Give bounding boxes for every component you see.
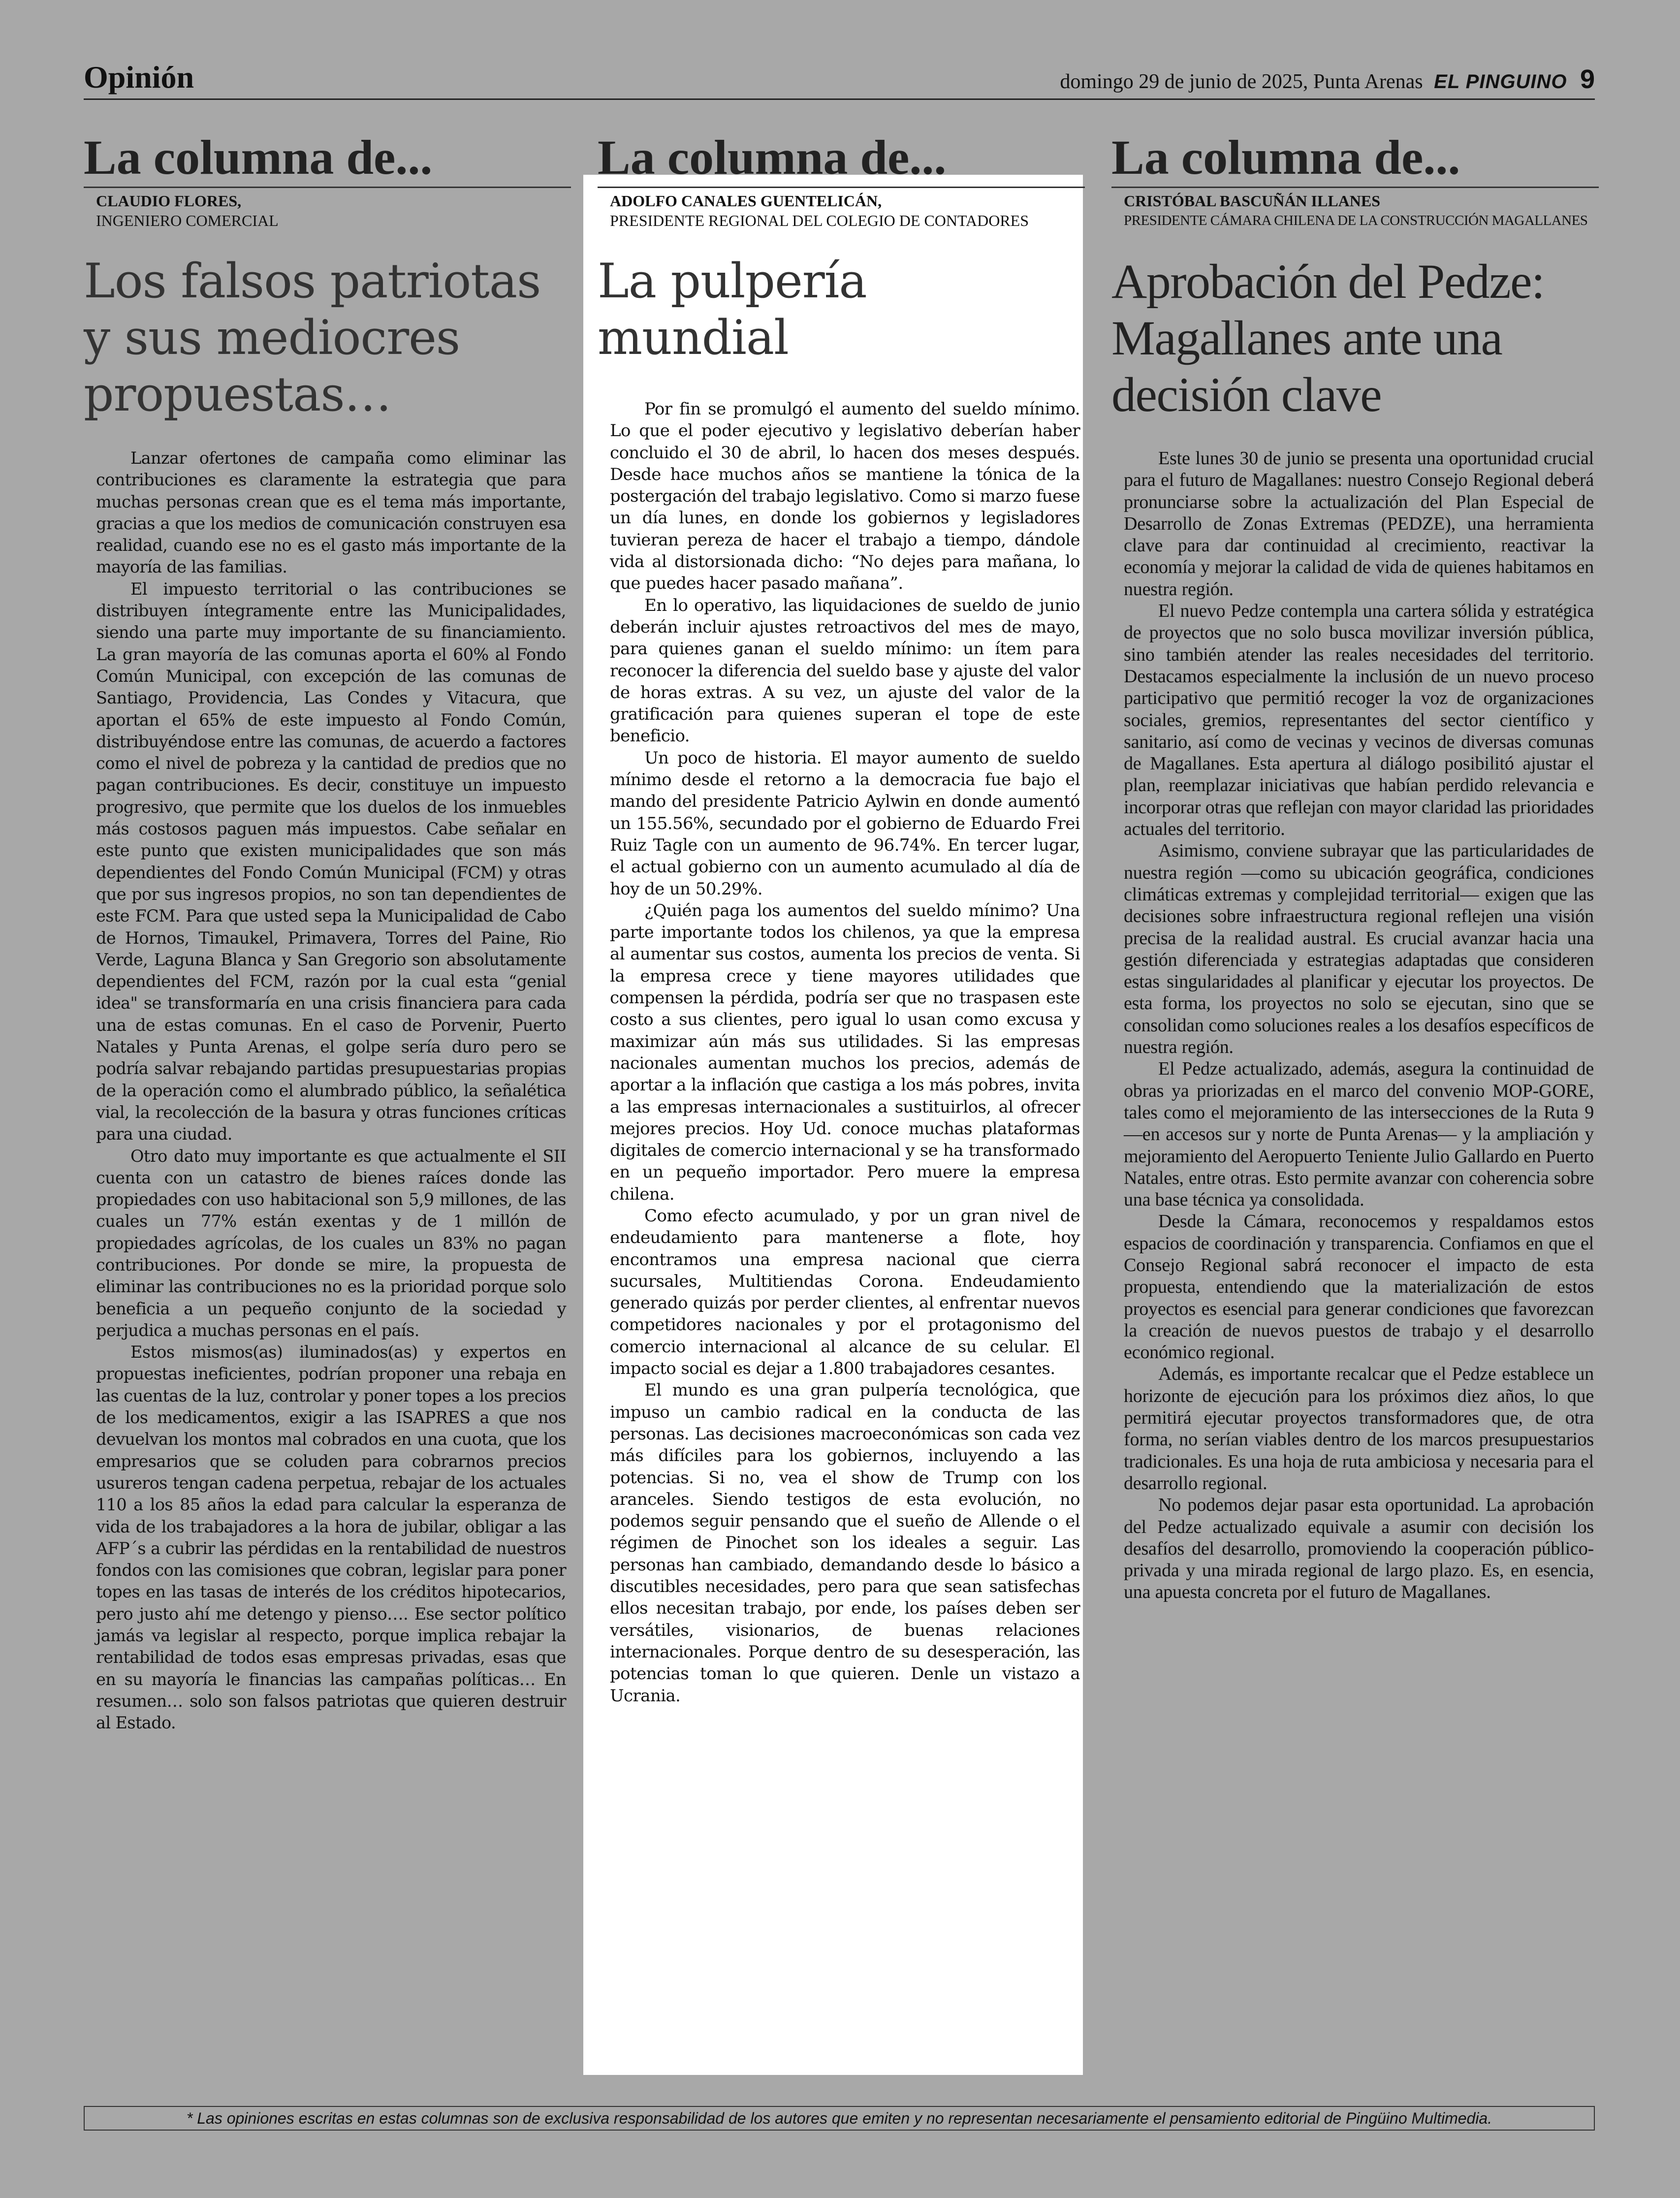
author-name: CRISTÓBAL BASCUÑÁN ILLANES — [1124, 192, 1381, 210]
paragraph: El impuesto territorial o las contribuciones se distribuyen íntegramente entre las Municipalidades, siendo una parte muy importante de su financiamiento. La gran mayoría de las comunas aporta el 60% al Fondo Común Municipal, con excepción de las comunas de Santiago, Providencia, Las Condes y Vitacura, que aportan el 65% de este impuesto al Fondo Común, distribuyéndose entre las comunas, de acuerdo a factores como el nivel de pobreza y la cantidad de predios que no pagan contribuciones. Es decir, constituye un impuesto progresivo, que permite que los duelos de los inmuebles más costosos paguen más impuestos. Cabe señalar en este punto que existen municipalidades que son más dependientes del Fondo Común Municipal (FCM) y otras que por sus ingresos propios, no son tan dependientes de este FCM. Para que usted sepa la Municipalidad de Cabo de Hornos, Timaukel, Primavera, Torres del Paine, Rio Verde, Laguna Blanca y San Gregorio son absolutamente dependientes del FCM, razón por la cual esta “genial idea" se transformaría en una crisis financiera para cada una de estas comunas. En el caso de Porvenir, Puerto Natales y Punta Arenas, el golpe sería duro pero se podría salvar rebajando partidas presupuestarias propias de la operación como el alumbrado público, la señalética vial, la recolección de la basura y otras funciones críticas para una ciudad. — [96, 579, 566, 1144]
paragraph: Otro dato muy importante es que actualmente el SII cuenta con un catastro de bienes raíces donde las propiedades con uso habitacional son 5,9 millones, de las cuales un 77% están exentas y de 1 millón de propiedades agrícolas, de los cuales un 83% no pagan contribuciones. Por donde se mire, la propuesta de eliminar las contribuciones no es la prioridad porque solo beneficia a un pequeño conjunto de la sociedad y perjudica a muchas personas en el país. — [96, 1146, 566, 1340]
paragraph: Por fin se promulgó el aumento del sueldo mínimo. Lo que el poder ejecutivo y legislativo deberían haber concluido el 30 de abril, lo hacen dos meses después. Desde hace muchos años se mantiene la tónica de la postergación del trabajo legislativo. Como si marzo fuese un día lunes, en donde los gobiernos y legisladores tuvieran pereza de hacer el trabajo a tiempo, dándole vida al distorsionada dicho: “No dejes para mañana, lo que puedes hacer pasado mañana”. — [610, 399, 1080, 594]
paragraph: Estos mismos(as) iluminados(as) y expertos en propuestas ineficientes, podrían proponer una rebaja en las cuentas de la luz, controlar y poner topes a los precios de los medicamentos, exigir a las ISAPRES a que nos devuelvan los montos mal cobrados en una cuota, que los empresarios que se coluden para cobrarnos precios usureros tengan cadena perpetua, rebajar de los actuales 110 a los 85 años la edad para calcular la esperanza de vida de los trabajadores a la hora de jubilar, obligar a las AFP´s a cubrir las pérdidas en la rentabilidad de nuestros fondos con las comisiones que cobran, legislar para poner topes en las tasas de interés de los créditos hipotecarios, pero justo ahí me detengo y pienso…. Ese sector político jamás va legislar al respecto, porque implica rebajar la rentabilidad de todos esas empresas privadas, esas que en su mayoría le financias las campañas políticas… En resumen… solo son falsos patriotas que quieren destruir al Estado. — [96, 1342, 566, 1733]
paragraph: Un poco de historia. El mayor aumento de sueldo mínimo desde el retorno a la democracia fue bajo el mando del presidente Patricio Aylwin en donde aumentó un 155.56%, secundado por el gobierno de Eduardo Frei Ruiz Tagle con un aumento de 96.74%. En tercer lugar, el actual gobierno con un aumento acumulado al día de hoy de un 50.29%. — [610, 748, 1080, 899]
paragraph: En lo operativo, las liquidaciones de sueldo de junio deberán incluir ajustes retroactivos del mes de mayo, para quienes ganan el sueldo mínimo: un ítem para reconocer la diferencia del sueldo base y ajuste del valor de horas extras. A su vez, un ajuste del valor de la gratificación para quienes superan el tope de este beneficio. — [610, 595, 1080, 746]
article-title: La pulpería mundial — [598, 254, 867, 365]
paragraph: Desde la Cámara, reconocemos y respaldamos estos espacios de coordinación y transparencia. Confiamos en que el Consejo Regional sabrá reconocer el impacto de esta propuesta, entendiendo que la materialización de estos proyectos es esencial para generar condiciones que favorezcan la creación de nuevos puestos de trabajo y el desarrollo económico regional. — [1124, 1211, 1594, 1363]
paragraph: El mundo es una gran pulpería tecnológica, que impuso un cambio radical en la conducta de las personas. Las decisiones macroeconómicas son cada vez más difíciles para los gobiernos, incluyendo a las potencias. Si no, vea el show de Trump con los aranceles. Siendo testigos de esta evolución, no podemos seguir pensando que el sueño de Allende o el régimen de Pinochet son los ideales a seguir. Las personas han cambiado, demandando desde lo básico a discutibles necesidades, pero para que sean satisfechas ellos necesitan trabajo, por ende, los países deben ser versátiles, visionarios, de buenas relaciones internacionales. Porque dentro de su desesperación, las potencias toman lo que quieren. Denle un vistazo a Ucrania. — [610, 1380, 1080, 1706]
page-number: 9 — [1580, 64, 1595, 94]
article-body — [598, 398, 1085, 1707]
column-flores — [84, 130, 571, 1734]
author-name: CLAUDIO FLORES, — [96, 192, 242, 210]
article-title: Aprobación del Pedze: Magallanes ante una decisión clave — [1111, 254, 1545, 422]
paragraph: Este lunes 30 de junio se presenta una oportunidad crucial para el futuro de Magallanes: nuestro Consejo Regional deberá pronunciarse sobre la actualización del Plan Especial de Desarrollo de Zonas Extremas (PEDZE), una herramienta clave para dar continuidad al crecimiento, reactivar la economía y mejorar la calidad de vida de quienes habitamos en nuestra región. — [1124, 448, 1594, 600]
column-canales — [598, 130, 1085, 1707]
byline — [598, 191, 1085, 230]
paragraph: Asimismo, conviene subrayar que las particularidades de nuestra región —como su ubicación geográfica, condiciones climáticas extremas y complejidad territorial— exigen que las decisiones sobre infraestructura regional reflejen una visión precisa de la realidad austral. Es crucial avanzar hacia una gestión diferenciada y estrategias adaptadas que consideren estas singularidades al planificar y ejecutar los proyectos. De esta forma, los proyectos no solo se ejecutan, sino que se consolidan como soluciones reales a los desafíos específicos de nuestra región. — [1124, 840, 1594, 1058]
author-name: ADOLFO CANALES GUENTELICÁN, — [610, 192, 882, 210]
article-title: Los falsos patriotas y sus mediocres propuestas… — [84, 254, 541, 422]
paragraph: El Pedze actualizado, además, asegura la continuidad de obras ya priorizadas en el marco del convenio MOP-GORE, tales como el mejoramiento de las intersecciones de la Ruta 9 —en accesos sur y norte de Punta Arenas— y la ampliación y mejoramiento del Aeropuerto Teniente Julio Gallardo en Puerto Natales, entre otras. Esto permite avanzar con coherencia sobre una base técnica ya consolidada. — [1124, 1058, 1594, 1210]
page-header — [84, 62, 1595, 100]
disclaimer-box: * Las opiniones escritas en estas columnas son de exclusiva responsabilidad de los autores que emiten y no representan necesariamente el pensamiento editorial de Pingüino Multimedia. — [84, 2106, 1595, 2131]
column-kicker: La columna de... — [598, 130, 1085, 188]
byline — [84, 191, 571, 230]
paragraph: El nuevo Pedze contempla una cartera sólida y estratégica de proyectos que no solo busca movilizar inversión pública, sino también atender las reales necesidades del territorio. Destacamos especialmente la inclusión de un nuevo proceso participativo que permitió recoger la voz de organizaciones sociales, gremios, representantes del sector científico y sanitario, así como de vecinas y vecinos de diversas comunas de Magallanes. Esta apertura al diálogo posibilitó ajustar el plan, reemplazar iniciativas que habían perdido relevancia e incorporar otras que reflejan con mayor claridad las prioridades actuales del territorio. — [1124, 601, 1594, 840]
paragraph: ¿Quién paga los aumentos del sueldo mínimo? Una parte importante todos los chilenos, ya que la empresa al aumentar sus costos, aumenta los precios de venta. Si la empresa crece y tiene mayores utilidades que compensen la pérdida, podría ser que no traspasen este costo a sus clientes, pero igual lo usan como excusa y maximizar aún más sus utilidades. Si las empresas nacionales aumentan muchos los precios, además de aportar a la inflación que castiga a los más pobres, invita a las empresas internacionales a sustituirlos, al ofrecer mejores precios. Hoy Ud. conoce muchas plataformas digitales de comercio internacional y se ha transformado en un pequeño importador. Pero muere la empresa chilena. — [610, 900, 1080, 1204]
paragraph: Además, es importante recalcar que el Pedze establece un horizonte de ejecución para los próximos diez años, lo que permitirá ejecutar proyectos transformadores que, de otra forma, no serían viables dentro de los marcos presupuestarios tradicionales. Es una hoja de ruta ambiciosa y necesaria para el desarrollo regional. — [1124, 1364, 1594, 1494]
dateline — [1060, 64, 1595, 95]
article-body — [1111, 447, 1599, 1603]
paragraph: Como efecto acumulado, y por un gran nivel de endeudamiento para mantenerse a flote, hoy encontramos una empresa nacional que cierra sucursales, Multitiendas Corona. Endeudamiento generado quizás por perder clientes, al enfrentar nuevos competidores nacionales y por el protagonismo del comercio internacional al alcance de su celular. El impacto social es dejar a 1.800 trabajadores cesantes. — [610, 1206, 1080, 1379]
column-bascunan — [1111, 130, 1599, 1603]
section-title: Opinión — [84, 60, 194, 95]
author-role: PRESIDENTE REGIONAL DEL COLEGIO DE CONTADORES — [610, 212, 1029, 229]
byline — [1111, 191, 1599, 230]
paragraph: Lanzar ofertones de campaña como eliminar las contribuciones es claramente la estrategia que para muchas personas crean que es el tema más importante, gracias a que los medios de comunicación construyen esa realidad, cuando ese no es el gasto más importante de la mayoría de las familias. — [96, 448, 566, 577]
publication-logo: EL PINGUINO — [1434, 71, 1567, 93]
article-body — [84, 447, 571, 1734]
column-kicker: La columna de... — [84, 130, 571, 188]
author-role: INGENIERO COMERCIAL — [96, 212, 279, 229]
column-kicker: La columna de... — [1111, 130, 1599, 188]
paragraph: No podemos dejar pasar esta oportunidad. La aprobación del Pedze actualizado equivale a asumir con decisión los desafíos del desarrollo, promoviendo la cooperación público-privada y una mirada regional de largo plazo. Es, en esencia, una apuesta concreta por el futuro de Magallanes. — [1124, 1495, 1594, 1603]
date-text: domingo 29 de junio de 2025, Punta Arenas — [1060, 70, 1423, 93]
author-role: PRESIDENTE CÁMARA CHILENA DE LA CONSTRUCCIÓN MAGALLANES — [1124, 213, 1588, 228]
